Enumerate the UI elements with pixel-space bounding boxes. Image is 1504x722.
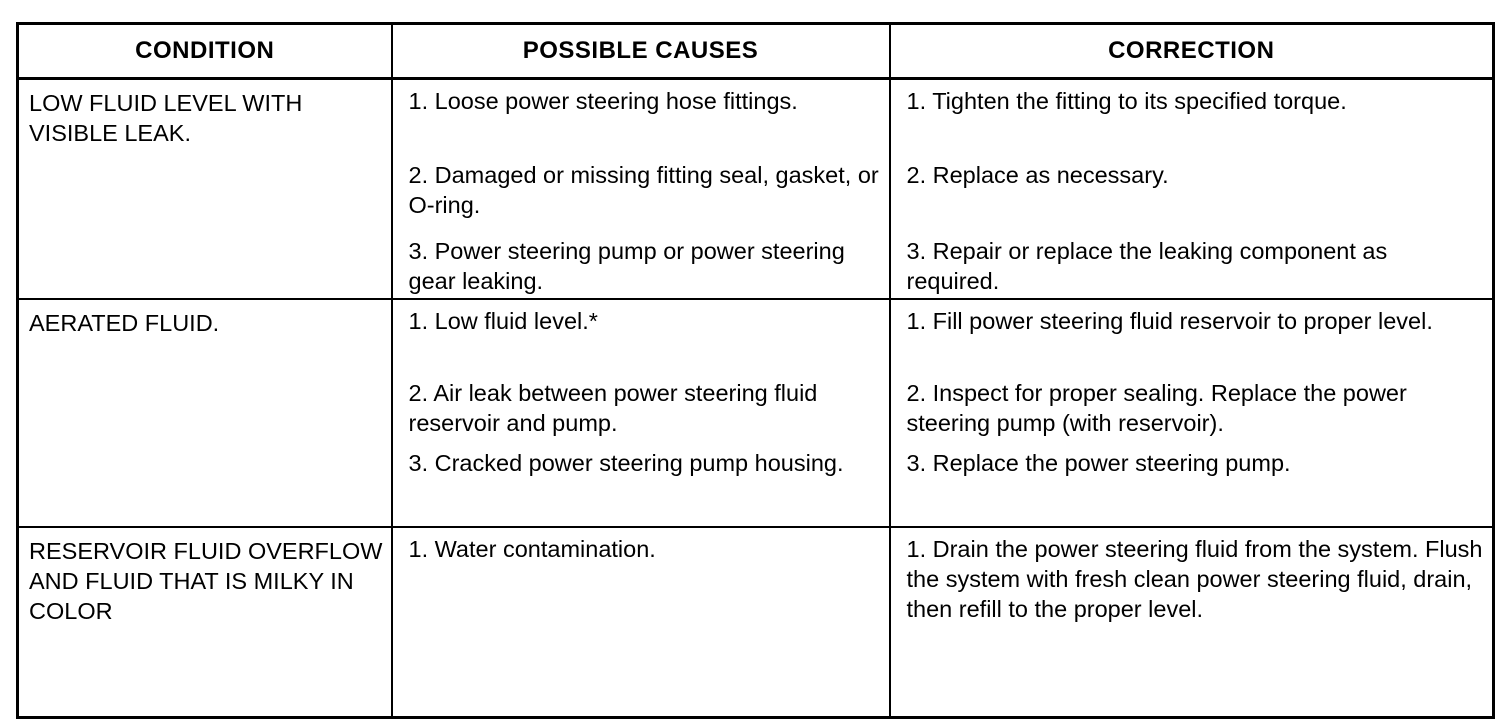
correction-item: 1. Fill power steering fluid reservoir to proper level. xyxy=(906,308,1433,334)
condition-cell xyxy=(18,79,392,300)
condition-cell xyxy=(18,299,392,527)
header-correction: CORRECTION xyxy=(890,24,1494,79)
condition-text: LOW FLUID LEVEL WITH VISIBLE LEAK. xyxy=(29,90,303,146)
condition-text: RESERVOIR FLUID OVERFLOW AND FLUID THAT IS MILKY IN COLOR xyxy=(29,538,383,624)
cause-item: 3. Power steering pump or power steering gear leaking. xyxy=(408,238,845,294)
correction-item: 3. Replace the power steering pump. xyxy=(906,450,1291,476)
correction-cell xyxy=(890,527,1494,718)
table-row xyxy=(18,299,1494,527)
causes-cell xyxy=(392,299,890,527)
condition-cell xyxy=(18,527,392,718)
correction-cell xyxy=(890,79,1494,300)
cause-item: 1. Water contamination. xyxy=(408,536,656,562)
causes-cell xyxy=(392,79,890,300)
correction-cell xyxy=(890,299,1494,527)
cause-item: 2. Damaged or missing fitting seal, gasket, or O-ring. xyxy=(408,162,879,218)
correction-item: 1. Tighten the fitting to its specified torque. xyxy=(906,88,1347,114)
header-row xyxy=(18,24,1494,79)
cause-item: 2. Air leak between power steering fluid reservoir and pump. xyxy=(408,380,818,436)
correction-item: 2. Replace as necessary. xyxy=(906,162,1169,188)
cause-item: 1. Loose power steering hose fittings. xyxy=(408,88,798,114)
correction-item: 1. Drain the power steering fluid from the system. Flush the system with fresh clean power steering fluid, drain, then refill to the proper level. xyxy=(906,536,1483,622)
diagnosis-table xyxy=(16,22,1495,719)
correction-item: 3. Repair or replace the leaking component as required. xyxy=(906,238,1388,294)
table-row xyxy=(18,79,1494,300)
header-condition: CONDITION xyxy=(18,24,392,79)
condition-text: AERATED FLUID. xyxy=(29,310,220,336)
correction-item: 2. Inspect for proper sealing. Replace the power steering pump (with reservoir). xyxy=(906,380,1407,436)
causes-cell xyxy=(392,527,890,718)
cause-item: 3. Cracked power steering pump housing. xyxy=(408,450,844,476)
header-possible-causes: POSSIBLE CAUSES xyxy=(392,24,890,79)
cause-item: 1. Low fluid level.* xyxy=(408,308,598,334)
table-row xyxy=(18,527,1494,718)
